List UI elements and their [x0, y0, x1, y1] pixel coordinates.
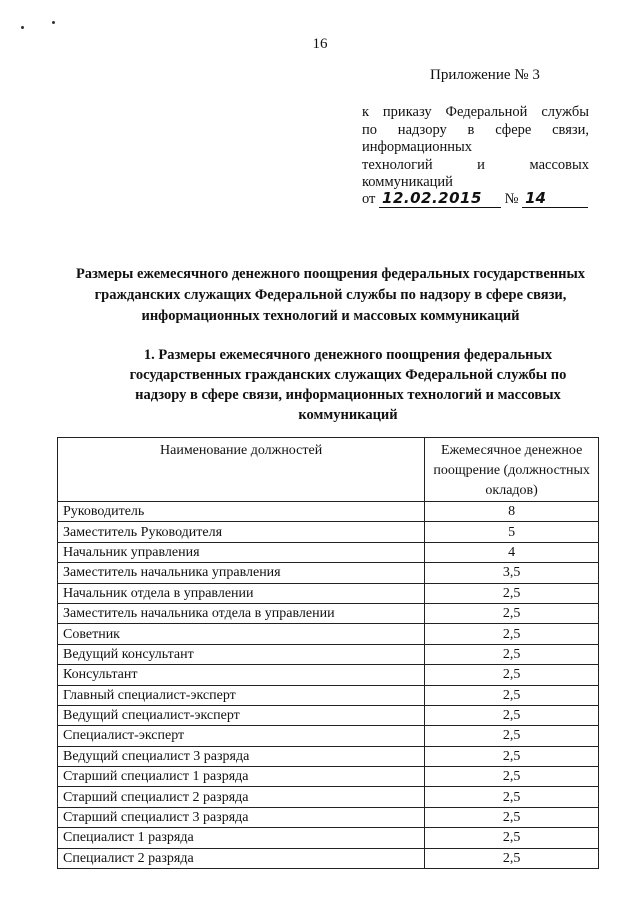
document-title: Размеры ежемесячного денежного поощрения федеральных государственных гражданских служащих Федеральной службы по надзору в сфере связи, информационных технологий и массовых коммуникаций [75, 266, 586, 324]
table-row [58, 542, 599, 562]
bonus-value-cell: 2,5 [425, 685, 599, 705]
position-name-cell: Начальник отдела в управлении [58, 583, 425, 603]
position-name-cell: Советник [58, 624, 425, 644]
scan-speck [52, 21, 55, 24]
position-name-cell: Ведущий специалист 3 разряда [58, 746, 425, 766]
table-row [58, 685, 599, 705]
order-line: технологий и массовых [362, 156, 589, 173]
position-name-cell: Ведущий консультант [58, 644, 425, 664]
date-prefix: от [362, 191, 376, 207]
table-body [58, 502, 599, 869]
position-name-cell: Заместитель Руководителя [58, 522, 425, 542]
bonus-value-cell: 2,5 [425, 787, 599, 807]
table-row [58, 563, 599, 583]
position-name-cell: Специалист-эксперт [58, 726, 425, 746]
bonus-value-cell: 4 [425, 542, 599, 562]
order-line: по надзору в сфере связи, [362, 121, 589, 138]
table-row [58, 522, 599, 542]
order-reference [362, 104, 589, 192]
position-name-cell: Ведущий специалист-эксперт [58, 705, 425, 725]
bonus-value-cell: 8 [425, 502, 599, 522]
position-name-cell: Старший специалист 2 разряда [58, 787, 425, 807]
header-bonus: Ежемесячное денежное поощрение (должностных окладов) [425, 438, 599, 502]
table-row [58, 583, 599, 603]
order-line: к приказу Федеральной службы [362, 104, 589, 120]
header-position-name: Наименование должностей [58, 438, 425, 502]
position-name-cell: Заместитель начальника отдела в управлении [58, 603, 425, 623]
position-name-cell: Начальник управления [58, 542, 425, 562]
bonus-value-cell: 2,5 [425, 624, 599, 644]
order-date-line [362, 189, 588, 208]
bonus-value-cell: 2,5 [425, 828, 599, 848]
order-date: 12.02.2015 [379, 189, 501, 208]
number-prefix: № [504, 191, 519, 207]
bonus-value-cell: 2,5 [425, 767, 599, 787]
positions-table [57, 437, 599, 869]
bonus-value-cell: 2,5 [425, 583, 599, 603]
position-name-cell: Главный специалист-эксперт [58, 685, 425, 705]
table-row [58, 644, 599, 664]
bonus-value-cell: 3,5 [425, 563, 599, 583]
bonus-value-cell: 5 [425, 522, 599, 542]
order-line: информационных [362, 139, 472, 155]
page-number: 16 [312, 36, 328, 52]
position-name-cell: Заместитель начальника управления [58, 563, 425, 583]
table-row [58, 705, 599, 725]
position-name-cell: Специалист 1 разряда [58, 828, 425, 848]
bonus-value-cell: 2,5 [425, 705, 599, 725]
bonus-value-cell: 2,5 [425, 603, 599, 623]
section-title: 1. Размеры ежемесячного денежного поощрения федеральных государственных гражданских служащих Федеральной службы по надзору в сфере связи, информационных технологий и массовых коммуникаций [129, 347, 567, 423]
table-row [58, 624, 599, 644]
table-row [58, 603, 599, 623]
position-name-cell: Консультант [58, 665, 425, 685]
table-row [58, 502, 599, 522]
position-name-cell: Старший специалист 3 разряда [58, 807, 425, 827]
table-row [58, 665, 599, 685]
table-row [58, 746, 599, 766]
table-row [58, 787, 599, 807]
bonus-value-cell: 2,5 [425, 665, 599, 685]
position-name-cell: Старший специалист 1 разряда [58, 767, 425, 787]
table-row [58, 726, 599, 746]
order-number: 14 [522, 189, 588, 208]
appendix-title: Приложение № 3 [430, 67, 540, 83]
scan-speck [21, 26, 24, 29]
table-row [58, 807, 599, 827]
bonus-value-cell: 2,5 [425, 746, 599, 766]
table-header-row [58, 438, 599, 502]
position-name-cell: Руководитель [58, 502, 425, 522]
bonus-value-cell: 2,5 [425, 726, 599, 746]
position-name-cell: Специалист 2 разряда [58, 848, 425, 868]
table-row [58, 828, 599, 848]
order-line: коммуникаций [362, 174, 453, 190]
bonus-value-cell: 2,5 [425, 644, 599, 664]
table-row [58, 848, 599, 868]
table-row [58, 767, 599, 787]
bonus-value-cell: 2,5 [425, 807, 599, 827]
bonus-value-cell: 2,5 [425, 848, 599, 868]
